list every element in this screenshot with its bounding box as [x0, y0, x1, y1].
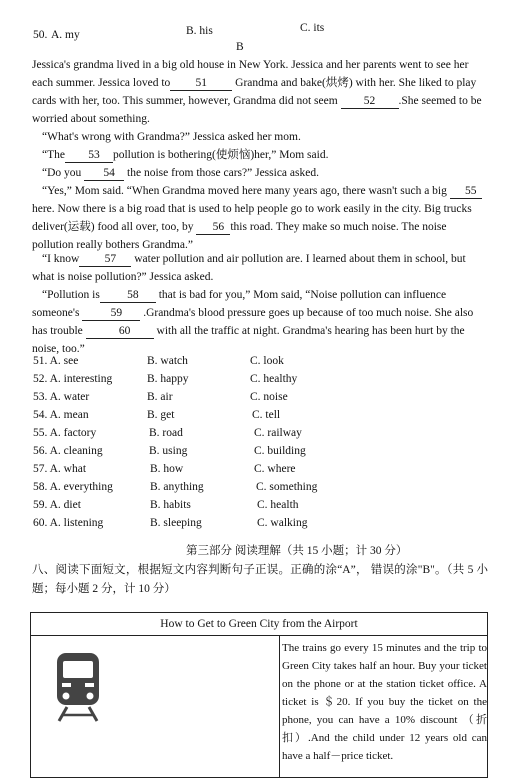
option-a: 53. A. water: [33, 391, 90, 403]
train-icon: [55, 651, 101, 729]
option-c: C. tell: [252, 409, 281, 421]
option-c: C. where: [254, 463, 296, 475]
passage-text: .She seemed to be worried about something.: [32, 95, 482, 125]
passage-paragraph-4: [32, 164, 484, 182]
option-a: 52. A. interesting: [33, 373, 113, 385]
table-title: How to Get to Green City from the Airport: [31, 613, 487, 636]
option-b: B. habits: [150, 499, 191, 511]
option-b: B. air: [147, 391, 173, 403]
option-b: B. get: [147, 409, 175, 421]
option-b: B. anything: [150, 481, 204, 493]
option-a: 55. A. factory: [33, 427, 97, 439]
option-a: 56. A. cleaning: [33, 445, 103, 457]
option-a: 57. A. what: [33, 463, 87, 475]
passage-text: this road. They make so much noise. The noise pollution really bothers Grandma.”: [32, 221, 447, 251]
option-a: 60. A. listening: [33, 517, 104, 529]
blank-55: 55: [450, 184, 482, 199]
option-b: B. happy: [147, 373, 189, 385]
passage-text: “I know: [42, 253, 80, 265]
passage-paragraph-7: [32, 286, 484, 358]
passage-text: here. Now there is a big road that is used to help people go to work easily in the city. Big trucks deliver(运载) food all over, too, by: [32, 203, 472, 233]
passage-paragraph-2: “What's wrong with Grandma?” Jessica asked her mom.: [42, 131, 301, 143]
blank-60: 60: [86, 324, 154, 339]
option-a: 58. A. everything: [33, 481, 113, 493]
blank-56: 56: [196, 220, 230, 235]
option-c: C. noise: [250, 391, 288, 403]
option-b: B. how: [150, 463, 184, 475]
section-b-label: B: [236, 41, 244, 53]
option-c: C. look: [250, 355, 284, 367]
option-c: C. walking: [257, 517, 308, 529]
blank-57: 57: [79, 252, 131, 267]
passage-text: Grandma and bake(烘烤) with her. She liked to play cards with her, too. This summer, however, Grandma did not seem: [32, 77, 477, 107]
option-b: B. watch: [147, 355, 188, 367]
blank-58: 58: [100, 288, 156, 303]
passage-text: “Do you: [42, 167, 82, 179]
option-a: 59. A. diet: [33, 499, 81, 511]
passage-text: “Pollution is: [42, 289, 100, 301]
passage-text: Jessica's grandma lived in a big old house in New York. Jessica and her parents went to see her each summer. Jessica loved to: [32, 59, 469, 89]
passage-text: .Grandma's blood pressure goes up because of too much noise. She also has trouble: [32, 307, 474, 337]
option-a: 51. A. see: [33, 355, 79, 367]
option-c: C. healthy: [250, 373, 298, 385]
blank-53: 53: [65, 148, 113, 163]
option-a: 54. A. mean: [33, 409, 89, 421]
section8-instructions: 八、阅读下面短文，根据短文内容判断句子正误。正确的涂“A”， 错误的涂"B"。（共 5 小题；每小题 2 分，计 10 分）: [32, 564, 488, 595]
q50-option-b: B. his: [186, 25, 213, 37]
option-b: B. sleeping: [150, 517, 202, 529]
option-c: C. something: [256, 481, 318, 493]
blank-59: 59: [82, 306, 140, 321]
passage-paragraph-1: [32, 56, 484, 128]
table-text: The trains go every 15 minutes and the trip to Green City takes half an hour. Buy your ticket on the phone or at the station ticket office. A ticket is ＄20. If you buy the ticket on the phone, you can have a 10% discount （折扣）.And the child under 12 years old can have a half－price ticket.: [279, 635, 487, 777]
passage-paragraph-3: [32, 146, 484, 164]
option-b: B. using: [149, 445, 188, 457]
option-c: C. building: [254, 445, 306, 457]
passage-text: “The: [42, 149, 65, 161]
passage-text: “Yes,” Mom said. “When Grandma moved here many years ago, there wasn't such a big: [42, 185, 447, 197]
blank-54: 54: [84, 166, 124, 181]
blank-52: 52: [341, 94, 399, 109]
passage-paragraph-6: [32, 250, 484, 286]
passage-paragraph-5: [32, 182, 484, 254]
option-c: C. railway: [254, 427, 302, 439]
part3-heading: 第三部分 阅读理解（共 15 小题；计 30 分）: [186, 545, 408, 557]
option-c: C. health: [257, 499, 299, 511]
passage-text: pollution is bothering(使烦恼)her,” Mom said.: [112, 149, 329, 161]
passage-text: with all the traffic at night. Grandma's hearing has been hurt by the noise, too.”: [32, 325, 465, 355]
info-table: [30, 612, 488, 778]
q50-option-a: A. my: [51, 29, 80, 41]
q50-number: 50.: [33, 29, 48, 41]
blank-51: 51: [170, 76, 232, 91]
passage-text: that is bad for you,” Mom said, “Noise pollution can influence someone's: [32, 289, 447, 319]
passage-text: the noise from those cars?” Jessica asked.: [127, 167, 319, 179]
q50-option-c: C. its: [300, 22, 325, 34]
passage-text: water pollution and air pollution are. I learned about them in school, but what is noise pollution?” Jessica asked.: [32, 253, 466, 283]
option-b: B. road: [149, 427, 183, 439]
